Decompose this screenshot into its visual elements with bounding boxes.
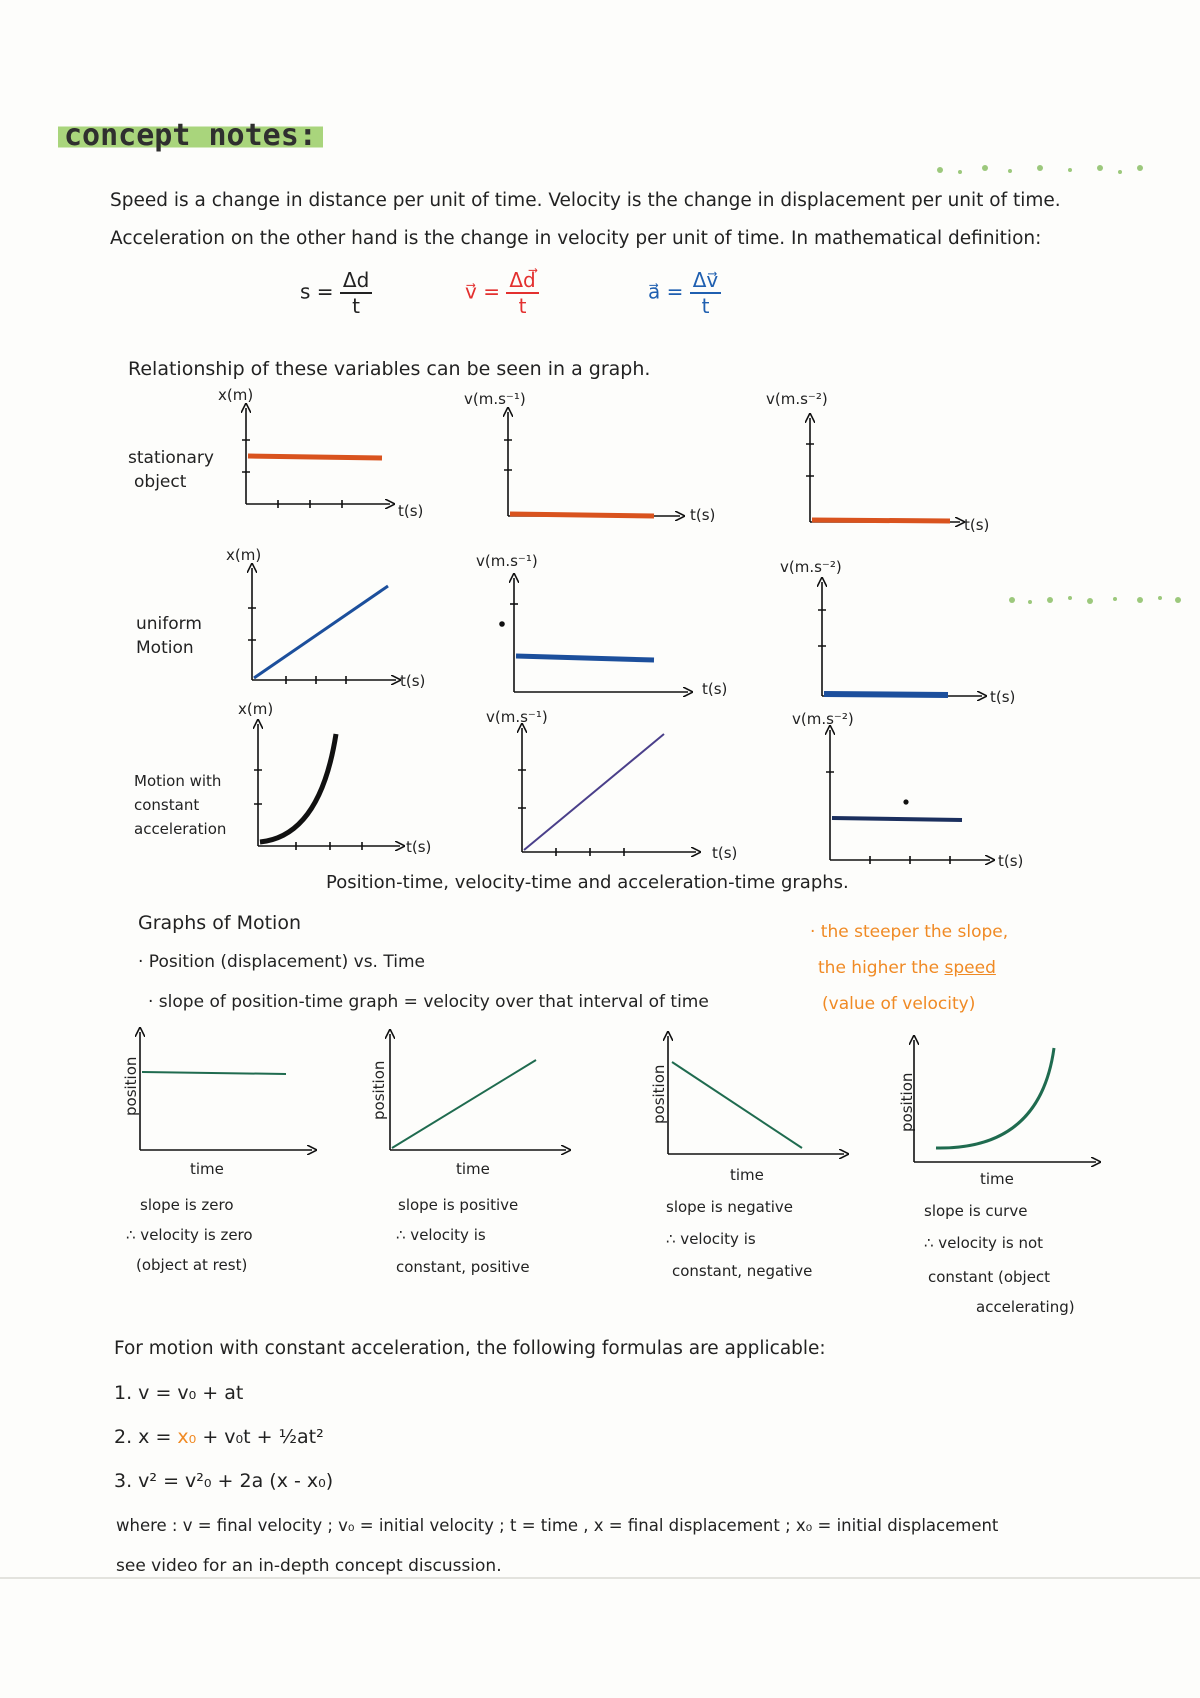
formula-2: 2. x = x₀ + v₀t + ½at² [114, 1426, 324, 1448]
axis-label-t-r1c3: t(s) [964, 516, 990, 534]
axis-label-a-r3c3: v(m.s⁻²) [792, 710, 854, 728]
axis-label-x-r3c1: x(m) [238, 700, 274, 718]
pt-graph-1-zero-slope [140, 1032, 312, 1150]
pt-line-2 [392, 1060, 536, 1148]
pt-curve-4 [936, 1048, 1054, 1148]
axis-label-v-r1c2: v(m.s⁻¹) [464, 390, 526, 408]
graph-r3c1-accel-position [254, 724, 400, 850]
velocity-formula: v⃗ = $\frac{\Delta d⃗}{t}$ [465, 268, 539, 318]
constant-accel-intro: For motion with constant acceleration, the following formulas are applicable: [114, 1338, 826, 1359]
intro-line-2: Acceleration on the other hand is the change in velocity per unit of time. In mathematical definition: [110, 228, 1042, 249]
pt-xlabel-2: time [456, 1160, 490, 1178]
pt-caption-3-line3: constant, negative [672, 1262, 813, 1280]
pt-caption-2-line2: ∴ velocity is [396, 1226, 486, 1244]
graph-r2c1-uniform-position [248, 568, 396, 684]
pt-graph-3-negative-slope [668, 1036, 844, 1154]
graphs-of-motion-heading: Graphs of Motion [138, 912, 301, 934]
axis-label-a-r1c3: v(m.s⁻²) [766, 390, 828, 408]
series-line-r3c3 [832, 818, 962, 820]
pt-caption-4-line3: constant (object [928, 1268, 1051, 1286]
pt-ylabel-3: position [650, 1064, 668, 1124]
pt-caption-3-line1: slope is negative [666, 1198, 794, 1216]
axis-label-t-r1c1: t(s) [398, 502, 424, 520]
pt-caption-1-line3: (object at rest) [136, 1256, 248, 1274]
where-definitions: where : v = final velocity ; v₀ = initial velocity ; t = time , x = final displacement ; x₀ = initial displacement [116, 1516, 999, 1535]
see-video-note: see video for an in-depth concept discussion. [116, 1556, 502, 1576]
graph-r1c2-stationary-velocity [504, 412, 680, 516]
row-label-acceleration: acceleration [134, 820, 227, 838]
graph-r1c3-stationary-acceleration [806, 418, 960, 522]
pt-caption-4-line1: slope is curve [924, 1202, 1028, 1220]
series-line-r2c2 [516, 656, 654, 660]
pt-caption-3-line2: ∴ velocity is [666, 1230, 756, 1248]
axis-label-x-r1c1: x(m) [218, 386, 254, 404]
axis-label-v-r3c2: v(m.s⁻¹) [486, 708, 548, 726]
pt-graph-2-positive-slope [390, 1034, 566, 1150]
pt-ylabel-1: position [122, 1056, 140, 1116]
pt-ylabel-2: position [370, 1060, 388, 1120]
axis-label-v-r2c2: v(m.s⁻¹) [476, 552, 538, 570]
pt-caption-2-line1: slope is positive [398, 1196, 519, 1214]
pt-ylabel-4: position [898, 1072, 916, 1132]
pt-xlabel-1: time [190, 1160, 224, 1178]
graph-r1c1-stationary-position [242, 408, 390, 508]
axis-label-t-r2c2: t(s) [702, 680, 728, 698]
axis-label-t-r2c3: t(s) [990, 688, 1016, 706]
series-curve-r3c1 [260, 734, 336, 842]
bullet-slope-velocity: · slope of position-time graph = velocity over that interval of time [148, 992, 709, 1012]
page-title: concept notes: [58, 118, 323, 153]
formula-3: 3. v² = v²₀ + 2a (x - x₀) [114, 1470, 334, 1492]
intro-line-1: Speed is a change in distance per unit of time. Velocity is the change in displacement per unit of time. [110, 190, 1061, 211]
series-line-r1c3 [812, 520, 950, 521]
graph-r3c2-accel-velocity [518, 728, 696, 856]
axis-label-x-r2c1: x(m) [226, 546, 262, 564]
relationship-text: Relationship of these variables can be seen in a graph. [128, 358, 651, 380]
note-steeper-slope: · the steeper the slope, [810, 922, 1009, 942]
graph-r3c3-accel-acceleration [826, 730, 990, 864]
row-label-object: object [134, 472, 187, 492]
speed-formula: s = $\frac{\Delta d}{t}$ [300, 268, 372, 318]
pt-caption-1-line2: ∴ velocity is zero [126, 1226, 253, 1244]
graph-r2c3-uniform-acceleration [818, 582, 982, 696]
axis-label-t-r1c2: t(s) [690, 506, 716, 524]
series-line-r1c1 [248, 456, 382, 458]
decorative-dots-top [937, 165, 1143, 174]
series-line-r3c2 [524, 734, 664, 850]
note-higher-speed: the higher the speed [818, 958, 996, 978]
formula-1: 1. v = v₀ + at [114, 1382, 244, 1404]
series-line-r2c3 [824, 694, 948, 695]
pt-line-1 [142, 1072, 286, 1074]
row-label-uniform: uniform [136, 614, 202, 634]
pt-xlabel-3: time [730, 1166, 764, 1184]
series-line-r2c1 [254, 586, 388, 678]
pt-graph-4-curve [914, 1040, 1096, 1162]
row-label-constant: constant [134, 796, 200, 814]
pt-caption-1-line1: slope is zero [140, 1196, 234, 1214]
note-value-of-velocity: (value of velocity) [822, 994, 976, 1014]
series-line-r1c2 [510, 514, 654, 516]
acceleration-formula: a⃗ = $\frac{\Delta v⃗}{t}$ [648, 268, 721, 318]
pt-xlabel-4: time [980, 1170, 1014, 1188]
graphs-caption: Position-time, velocity-time and acceleration-time graphs. [326, 872, 849, 893]
axis-label-a-r2c3: v(m.s⁻²) [780, 558, 842, 576]
axis-label-t-r3c3: t(s) [998, 852, 1024, 870]
pt-caption-4-line2: ∴ velocity is not [924, 1234, 1044, 1252]
axis-label-t-r3c2: t(s) [712, 844, 738, 862]
pt-line-3 [672, 1062, 802, 1148]
graph-r2c2-uniform-velocity [500, 578, 688, 692]
axis-label-t-r2c1: t(s) [400, 672, 426, 690]
pt-caption-4-line4: accelerating) [976, 1298, 1075, 1316]
row-label-stationary: stationary [128, 448, 214, 468]
pt-caption-2-line3: constant, positive [396, 1258, 530, 1276]
row-label-motion: Motion [136, 638, 194, 658]
bullet-position-vs-time: · Position (displacement) vs. Time [138, 952, 425, 972]
axis-label-t-r3c1: t(s) [406, 838, 432, 856]
decorative-dots-mid [1009, 596, 1181, 604]
row-label-motion-with: Motion with [134, 772, 222, 790]
